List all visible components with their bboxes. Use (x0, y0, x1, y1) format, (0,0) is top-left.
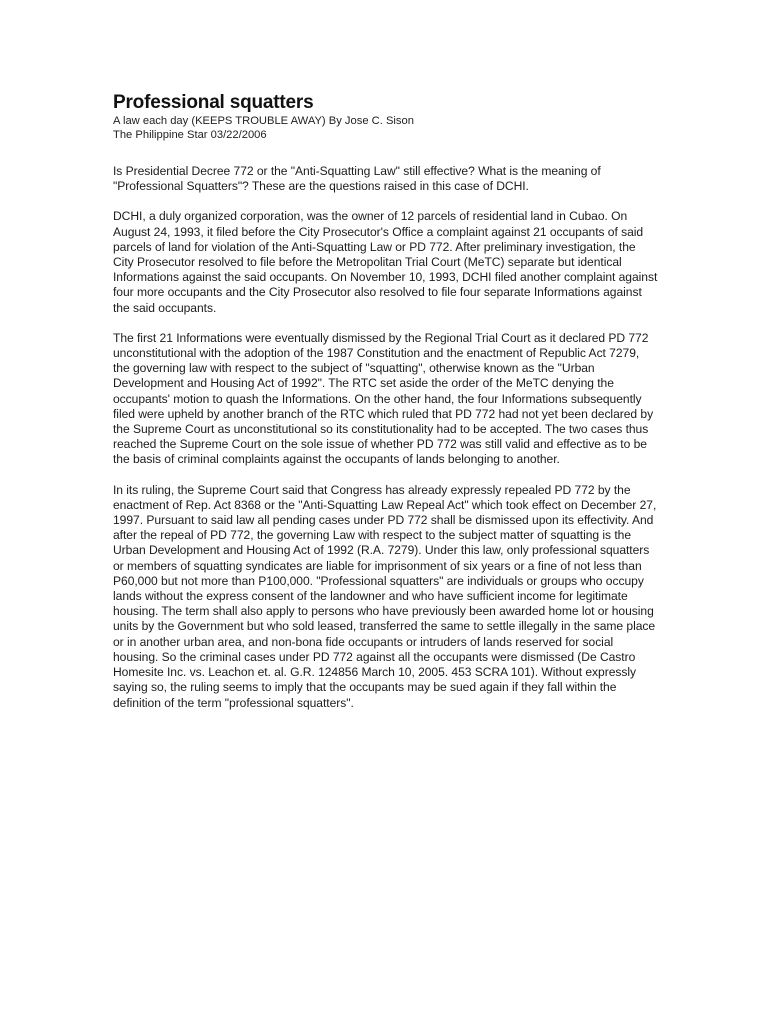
article-source: The Philippine Star 03/22/2006 (113, 129, 267, 141)
article-byline: A law each day (KEEPS TROUBLE AWAY) By Jose C. Sison (113, 115, 414, 127)
paragraph-ruling: In its ruling, the Supreme Court said that Congress has already expressly repealed PD 772 by the enactment of Rep. Act 8368 or the "Anti-Squatting Law Repeal Act" which took effect on December 27, 1997. Pursuant to said law all pending cases under PD 772 shall be dismissed upon its effectivity. And after the repeal of PD 772, the governing Law with respect to the subject matter of squatting is the Urban Development and Housing Act of 1992 (R.A. 7279). Under this law, only professional squatters or members of squatting syndicates are liable for imprisonment of six years or a fine of not less than P60,000 but not more than P100,000. "Professional squatters" are individuals or groups who occupy lands without the express consent of the landowner and who have sufficient income for legitimate housing. The term shall also apply to persons who have previously been awarded home lot or housing units by the Government but who sold leased, transferred the same to settle illegally in the same place or in another urban area, and non-bona fide occupants or intruders of lands reserved for social housing. So the criminal cases under PD 772 against all the occupants were dismissed (De Castro Homesite Inc. vs. Leachon et. al. G.R. 124856 March 10, 2005. 453 SCRA 101). Without expressly saying so, the ruling seems to imply that the occupants may be sued again if they fall within the definition of the term "professional squatters". (113, 482, 657, 710)
paragraph-facts: DCHI, a duly organized corporation, was the owner of 12 parcels of residential land in Cubao. On August 24, 1993, it filed before the City Prosecutor's Office a complaint against 21 occupants of said parcels of land for violation of the Anti-Squatting Law or PD 772. After preliminary investigation, the City Prosecutor resolved to file before the Metropolitan Trial Court (MeTC) separate but identical Informations against the said occupants. On November 10, 1993, DCHI filed another complaint against four more occupants and the City Prosecutor also resolved to file four separate Informations against the said occupants. (113, 209, 658, 315)
article-body (113, 164, 658, 711)
article-title: Professional squatters (113, 92, 314, 113)
paragraph-lower-courts: The first 21 Informations were eventually dismissed by the Regional Trial Court as it declared PD 772 unconstitutional with the adoption of the 1987 Constitution and the enactment of Republic Act 7279, the governing law with respect to the subject of "squatting", otherwise known as the "Urban Development and Housing Act of 1992". The RTC set aside the order of the MeTC denying the occupants' motion to quash the Informations. On the other hand, the four Informations subsequently filed were upheld by another branch of the RTC which ruled that PD 772 had not yet been declared by the Supreme Court as unconstitutional so its constitutionality had to be accepted. The two cases thus reached the Supreme Court on the sole issue of whether PD 772 was still valid and effective as to be the basis of criminal complaints against the occupants of lands belonging to another. (113, 330, 654, 467)
paragraph-intro: Is Presidential Decree 772 or the "Anti-Squatting Law" still effective? What is the meaning of "Professional Squatters"? These are the questions raised in this case of DCHI. (113, 164, 601, 194)
